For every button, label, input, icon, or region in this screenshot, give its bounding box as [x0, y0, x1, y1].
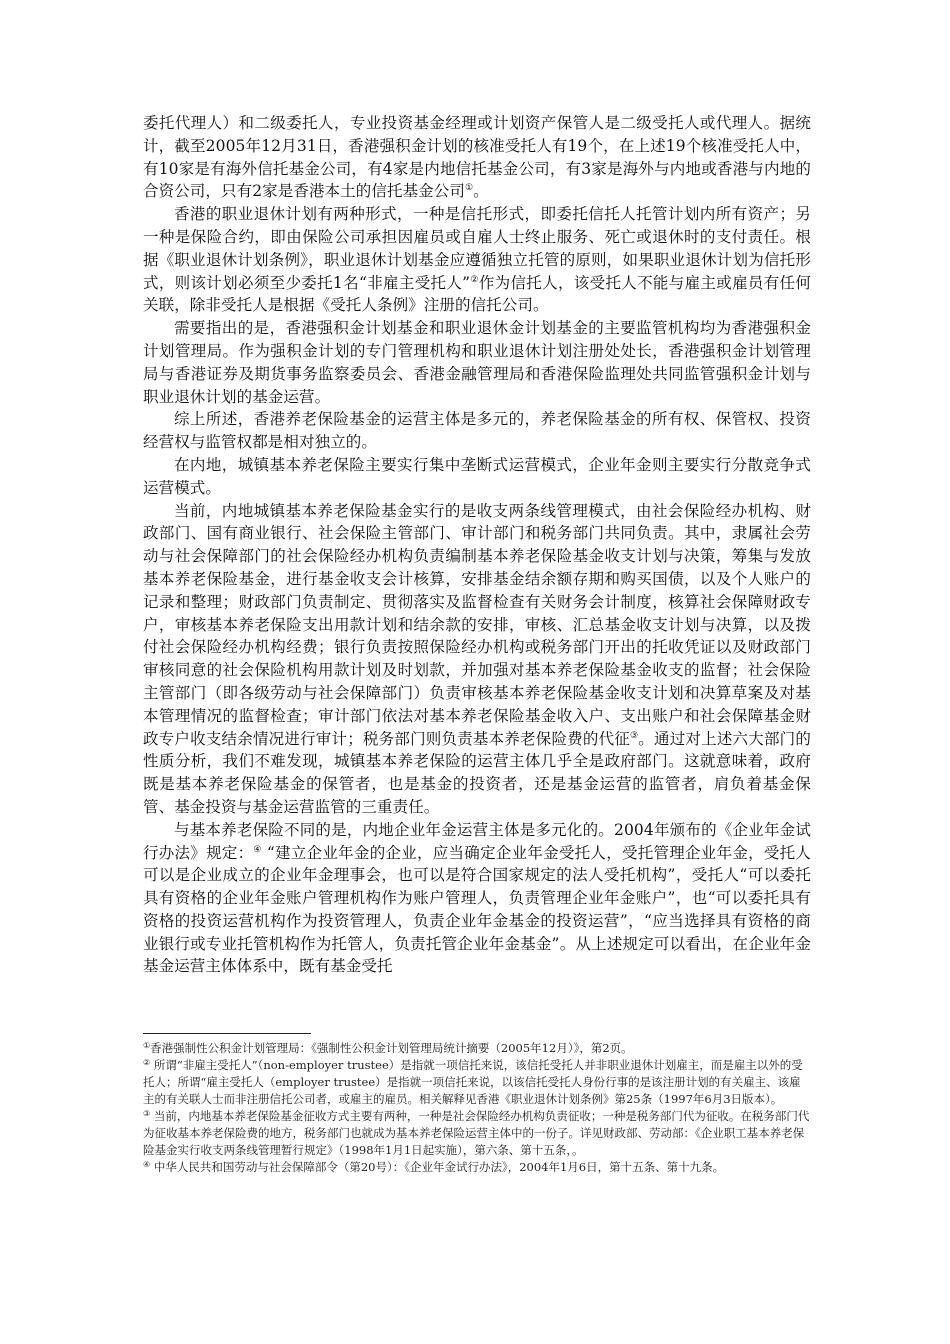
footnote-marker: ③: [143, 1109, 151, 1118]
footnote-ref[interactable]: ④: [253, 844, 262, 855]
paragraph-text: 。通过对上述六大部门的性质分析，我们不难发现，城镇基本养老保险的运营主体几乎全是政府部门。这就意味着，政府既是基本养老保险基金的保管者，也是基金的投资者，还是基金运营的监管者，肩负着基金保管、基金投资与基金运营监管的三重责任。: [143, 729, 811, 816]
footnote-marker: ②: [143, 1058, 151, 1067]
footnote-text: 所谓“非雇主受托人”（non-employer trustee）是指就一项信托来说，该信托受托人并非职业退休计划雇主，而是雇主以外的受托人；所谓“雇主受托人（employer trustee）是指就一项信托来说，以该信托受托人身份行事的是该注册计划的有关雇主、该雇主的有关联人士而非注册信托公司者，或雇主的雇员。相关解释见香港《职业退休计划条例》第25条（1997年6月3日版本）。: [143, 1058, 803, 1106]
paragraph: [143, 500, 811, 819]
footnotes: [143, 1040, 811, 1176]
period: 。: [473, 182, 489, 201]
paragraph: 综上所述，香港养老保险基金的运营主体是多元的，养老保险基金的所有权、保管权、投资经营权与监管权都是相对独立的。: [143, 410, 811, 452]
paragraph: 在内地，城镇基本养老保险主要实行集中垄断式运营模式，企业年金则主要实行分散竞争式运营模式。: [143, 455, 811, 497]
footnote-item: [143, 1159, 811, 1176]
footnote-text: 当前，内地基本养老保险基金征收方式主要有两种，一种是社会保险经办机构负责征收；一种是税务部门代为征收。在税务部门代为征收基本养老保险费的地方，税务部门也就成为基本养老保险运营主体中的一份子。详见财政部、劳动部：《企业职工基本养老保险基金实行收支两条线管理暂行规定》（1998年1月1日起实施），第六条、第十五条，。: [143, 1109, 810, 1157]
footnote-item: [143, 1057, 811, 1108]
footnote-marker: ①: [143, 1041, 151, 1050]
footnote-item: [143, 1040, 811, 1057]
footnote-text: 中华人民共和国劳动与社会保障部令（第20号）：《企业年金试行办法》，2004年1月6日，第十五条、第十九条。: [150, 1160, 725, 1174]
paragraph-text: 香港的职业退休计划有两种形式，一种是信托形式，即委托信托人托管计划内所有资产；另一种是保险合约，即由保险公司承担因雇员或自雇人士终止服务、死亡或退休时的支付责任。根据《职业退休计划条例》，职业退休计划基金应遵循独立托管的原则，如果职业退休计划为信托形式，则该计划必须至少委托1名“非雇主受托人”: [143, 205, 811, 292]
paragraph-text: 委托代理人）和二级委托人，专业投资基金经理或计划资产保管人是二级受托人或代理人。据统计，截至2005年12月31日，香港强积金计划的核准受托人有19个，在上述19个核准受托人中，有10家是有海外信托基金公司，有4家是内地信托基金公司，有3家是海外与内地或香港与内地的合资公司，只有2家是香港本土的信托基金公司: [143, 114, 811, 201]
paragraph: [143, 819, 811, 979]
body-text: [143, 112, 811, 978]
paragraph-text: “建立企业年金的企业，应当确定企业年金受托人，受托管理企业年金，受托人可以是企业成立的企业年金理事会，也可以是符合国家规定的法人受托机构”，受托人“可以委托具有资格的企业年金账户管理机构作为账户管理人，负责管理企业年金账户”，也“可以委托具有资格的投资运营机构作为投资管理人，负责企业年金基金的投资运营”，“应当选择具有资格的商业银行或专业托管机构作为托管人，负责托管企业年金基金”。从上述规定可以看出，在企业年金基金运营主体体系中，既有基金受托: [143, 843, 811, 976]
footnote-ref[interactable]: ②: [470, 274, 479, 285]
paragraph-text: 作为信托人，该受托人不能与雇主或雇员有任何关联，除非受托人是根据《受托人条例》注册的信托公司。: [143, 273, 811, 315]
footnote-text: 香港强制性公积金计划管理局：《强制性公积金计划管理局统计摘要（2005年12月）》，第2页。: [150, 1041, 633, 1055]
paragraph: [143, 203, 811, 317]
footnote-ref[interactable]: ③: [630, 730, 639, 741]
paragraph: 需要指出的是，香港强积金计划基金和职业退休金计划基金的主要监管机构均为香港强积金计划管理局。作为强积金计划的专门管理机构和职业退休计划注册处处长，香港强积金计划管理局与香港证券及期货事务监察委员会、香港金融管理局和香港保险监理处共同监管强积金计划与职业退休计划的基金运营。: [143, 319, 811, 406]
paragraph-text: 与基本养老保险不同的是，内地企业年金运营主体是多元化的。2004年颁布的《企业年金试行办法》规定：: [143, 820, 811, 862]
footnote-ref[interactable]: ①: [464, 183, 474, 194]
paragraph-text: 当前，内地城镇基本养老保险基金实行的是收支两条线管理模式，由社会保险经办机构、财政部门、国有商业银行、社会保险主管部门、审计部门和税务部门共同负责。其中，隶属社会劳动与社会保障部门的社会保险经办机构负责编制基本养老保险基金收支计划与决策，筹集与发放基本养老保险基金，进行基金收支会计核算，安排基金结余额存期和购买国债，以及个人账户的记录和整理；财政部门负责制定、贯彻落实及监督检查有关财务会计制度，核算社会保障财政专户，审核基本养老保险支出用款计划和结余款的安排，审核、汇总基金收支计划与决算，以及拨付社会保险经办机构经费；银行负责按照保险经办机构或税务部门开出的托收凭证以及财政部门审核同意的社会保险机构用款计划及时划款，并加强对基本养老保险基金收支的监督；社会保险主管部门（即各级劳动与社会保障部门）负责审核基本养老保险基金收支计划和决算草案及对基本管理情况的监督检查；审计部门依法对基本养老保险基金收入户、支出账户和社会保障基金财政专户收支结余情况进行审计；税务部门则负责基本养老保险费的代征: [143, 501, 811, 748]
footnote-divider: [143, 1033, 311, 1034]
footnote-marker: ④: [143, 1160, 151, 1169]
paragraph: [143, 112, 811, 203]
footnote-item: [143, 1108, 811, 1159]
